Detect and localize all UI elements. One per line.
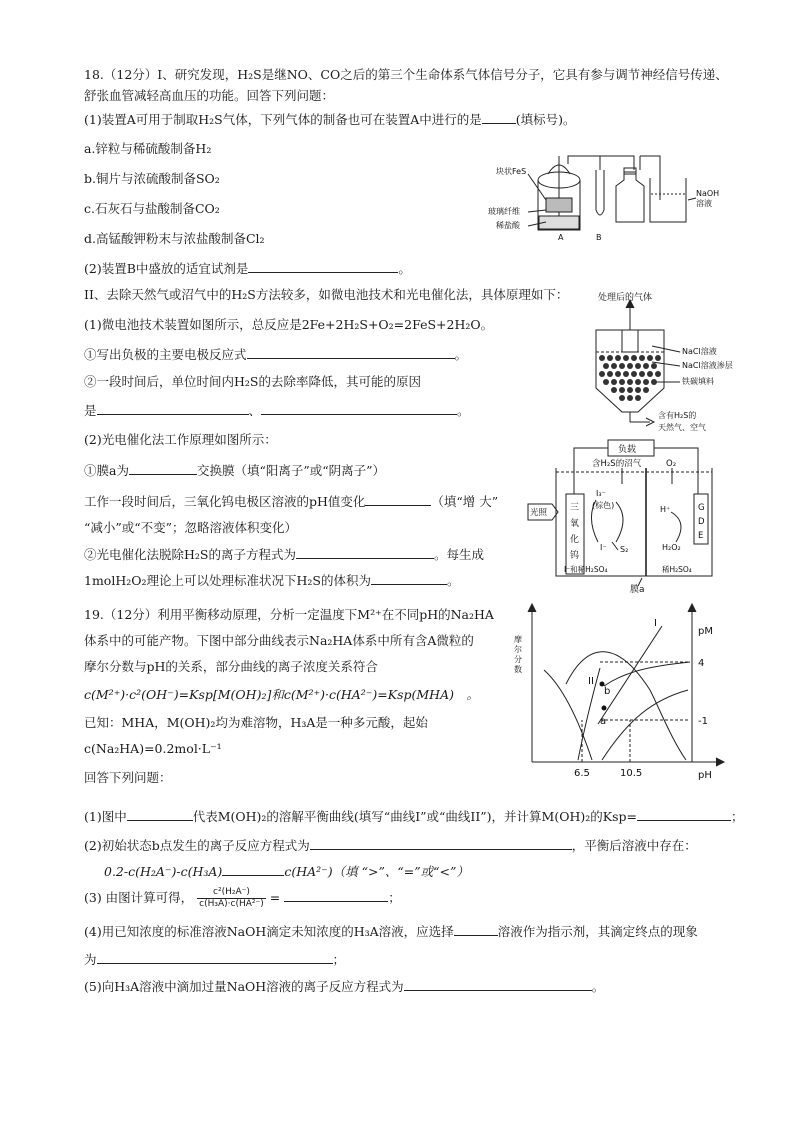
x-axis-arrow — [716, 758, 724, 766]
label-i-minus: I⁻ — [600, 543, 607, 552]
q19-s2d: c(HA²⁻)（填 “>”、“=”或“<”） — [284, 864, 469, 879]
q19-s4c: 为 — [84, 952, 97, 967]
micro-iron-carbon-filler — [599, 355, 661, 401]
q18-p2-answer-blank[interactable] — [248, 259, 398, 273]
q19-s4b: 溶液作为指示剂，其滴定终点的现象 — [497, 924, 698, 939]
q18-m1-q2-is: 是 — [84, 403, 97, 418]
q19-b-point-equation-blank[interactable] — [310, 836, 572, 850]
q18-m2-q1d: （填“增 大” — [431, 494, 499, 509]
apparatus-gas-bottle — [616, 172, 644, 222]
q19-sub2 — [84, 836, 697, 855]
q19-intro-line3: 摩尔分数与pH的关系，部分曲线的离子浓度关系符合 — [84, 659, 378, 674]
x-tick-10-5: 10.5 — [620, 768, 643, 779]
q18-m1-q2-blank-2[interactable] — [261, 401, 457, 415]
q19-s4a: (4)用已知浓度的标准溶液NaOH滴定未知浓度的H₃A溶液，应选择 — [84, 924, 454, 939]
q18-p1-answer-blank[interactable] — [482, 110, 516, 124]
q18-part2-question — [84, 259, 411, 278]
q19-s3a: (3) 由图计算可得， — [84, 890, 194, 905]
species-curve-middle — [566, 652, 686, 760]
label-o2: O₂ — [666, 459, 677, 469]
q18-m1-q1-text: ①写出负极的主要电极反应式 — [84, 347, 247, 362]
label-i3: I₃⁻ — [596, 489, 606, 498]
q19-s2b: ，平衡后溶液中存在： — [571, 838, 697, 853]
label-naoh: NaOH — [696, 189, 720, 198]
q19-ksp-relation: c(M²⁺)·c²(OH⁻)=Ksp[M(OH)₂]和c(M²⁺)·c(HA²⁻)=Ksp(MHA) 。 — [84, 687, 479, 702]
q18-photo-intro: (2)光电催化法工作原理如图所示： — [84, 432, 277, 447]
right-axis-arrow — [688, 604, 696, 612]
q19-ratio-blank[interactable] — [284, 888, 388, 902]
q18-h2s-volume-blank[interactable] — [371, 571, 447, 585]
q19-s5b: 。 — [591, 979, 605, 994]
q18-m2-q1b: 交换膜（填“阳离子”或“阴离子”） — [196, 463, 386, 478]
left-axis-arrow — [528, 604, 536, 612]
q18-m2-q2b: 。每生成 — [433, 547, 484, 562]
label-h-plus: H⁺ — [660, 505, 671, 514]
electrolytic-cell — [556, 468, 712, 576]
apparatus-naoh-beaker — [650, 178, 686, 222]
q18-m2-q1c: 工作一段时间后，三氧化钨电极区溶液的pH值变化 — [84, 494, 366, 509]
q18-partII-intro: II、去除天然气或沼气中的H₂S方法较多，如微电池技术和光电催化法，具体原理如下： — [84, 287, 569, 302]
point-label-a: a — [600, 716, 607, 727]
q18-micro-battery-intro: (1)微电池技术装置如图所示，总反应是2Fe+2H₂S+O₂=2FeS+2H₂O。 — [84, 317, 494, 332]
q19-excess-naoh-blank[interactable] — [404, 977, 592, 991]
label-gde-d: D — [698, 517, 705, 527]
q19-ratio-fraction — [197, 887, 266, 910]
apparatus-b-tube — [596, 170, 604, 215]
q18-m1-q1-blank[interactable] — [247, 345, 455, 359]
q18-m2-q1-line1 — [84, 461, 385, 480]
label-b: B — [596, 233, 602, 242]
label-gde-e: E — [698, 531, 704, 541]
q19-sub3 — [84, 885, 401, 911]
q18-m2-q2c: 1molH₂O₂理论上可以处理标准状况下H₂S的体积为 — [84, 573, 371, 588]
left-axis-label-4: 数 — [514, 665, 522, 674]
q19-initial-concentration: c(Na₂HA)=0.2mol·L⁻¹ — [84, 741, 222, 756]
q19-indicator-blank[interactable] — [454, 922, 498, 936]
q19-curve-blank[interactable] — [127, 807, 193, 821]
label-fes: 块状FeS — [496, 167, 527, 176]
label-dilute-hcl: 稀盐酸 — [496, 221, 520, 230]
q19-s2c: 0.2-c(H₂A⁻)-c(H₃A) — [104, 864, 223, 879]
q18-ion-equation-blank[interactable] — [296, 545, 434, 559]
label-wo3-1: 三 — [570, 503, 580, 513]
label-gas-in-1: 含有H₂S的 — [658, 411, 697, 420]
q18-m1-q2: ②一段时间后，单位时间内H₂S的去除率降低，其可能的原因 — [84, 374, 421, 389]
right-axis-label: pM — [698, 626, 713, 637]
q18-intro-line1: 18.（12分）Ⅰ、研究发现，H₂S是继NO、CO之后的第三个生命体系气体信号分子，它具有参与调节神经信号传递、 — [84, 67, 728, 82]
left-axis-label-2: 尔 — [514, 645, 522, 654]
q19-sub5 — [84, 977, 604, 996]
q18-m1-q2-separator: 、 — [248, 403, 262, 418]
x-tick-6-5: 6.5 — [574, 768, 590, 779]
curve-label-II: II — [588, 676, 594, 687]
label-light: 光照 — [530, 508, 548, 518]
label-fe-c-filler: 铁碳填料 — [682, 377, 714, 386]
label-gde-g: G — [698, 503, 705, 513]
q19-ratio-numerator: c²(H₂A⁻) — [197, 887, 266, 899]
label-gas-in-2: 天然气、空气 — [658, 423, 706, 432]
q19-ksp-blank[interactable] — [637, 807, 731, 821]
apparatus-a-fes — [546, 198, 572, 212]
q19-s3c: ； — [388, 890, 401, 905]
q19-s5a: (5)向H₃A溶液中滴加过量NaOH溶液的离子反应方程式为 — [84, 979, 404, 994]
q18-option-b: b.铜片与浓硫酸制备SO₂ — [84, 171, 220, 186]
q19-chart — [500, 600, 734, 782]
micro-battery-figure — [588, 292, 746, 434]
q19-compare-blank[interactable] — [222, 862, 284, 876]
left-axis-label-3: 分 — [514, 655, 522, 664]
label-membrane-a: 膜a — [630, 585, 645, 594]
q18-p2-prefix: (2)装置B中盛放的适宜试剂是 — [84, 261, 249, 276]
label-nacl-solution: NaCl溶液 — [682, 347, 717, 356]
q19-answer-prompt: 回答下列问题： — [84, 770, 172, 785]
left-axis-label-1: 摩 — [514, 635, 522, 644]
q19-intro-line1: 19.（12分）利用平衡移动原理，分析一定温度下M²⁺在不同pH的Na₂HA — [84, 607, 494, 622]
label-wo3-3: 化 — [570, 535, 580, 545]
q18-p2-suffix: 。 — [398, 261, 411, 276]
q19-intro-line2: 体系中的可能产物。下图中部分曲线表示Na₂HA体系中所有含A微粒的 — [84, 633, 474, 648]
label-right-solution: 稀H₂SO₄ — [662, 565, 692, 574]
curve-I — [598, 626, 662, 724]
q19-s3b: = — [269, 890, 281, 905]
label-nacl-layer: NaCl溶液渗层 — [682, 361, 733, 370]
q19-endpoint-blank[interactable] — [97, 950, 333, 964]
q19-s2a: (2)初始状态b点发生的离子反应方程式为 — [84, 838, 310, 853]
q18-p1-suffix: (填标号)。 — [515, 112, 576, 127]
label-gas-out: 处理后的气体 — [598, 293, 653, 303]
q19-sub1 — [84, 807, 744, 826]
label-brown: (棕色) — [592, 501, 615, 510]
point-label-b: b — [604, 686, 611, 697]
q18-intro-line2: 舒张血管减轻高血压的功能。回答下列问题： — [84, 88, 335, 103]
q18-m2-q2a: ②光电催化法脱除H₂S的离子方程式为 — [84, 547, 296, 562]
q18-option-c: c.石灰石与盐酸制备CO₂ — [84, 201, 220, 216]
species-curve-right — [602, 690, 688, 760]
q18-m2-q2d: 。 — [446, 573, 460, 588]
q19-s1c: ； — [731, 809, 744, 824]
label-a: A — [558, 233, 564, 242]
q19-ratio-denominator: c(H₃A)·c(HA²⁻) — [199, 899, 264, 909]
curve-II — [604, 662, 690, 686]
label-left-solution: I⁻和稀H₂SO₄ — [564, 565, 608, 574]
label-wo3-2: 氧 — [570, 519, 580, 529]
q18-m1-q2-answer-line: 是 、 。 — [84, 403, 470, 418]
q19-sub4-endpoint — [84, 950, 345, 969]
q18-p1-prefix: (1)装置A可用于制取H₂S气体，下列气体的制备也可在装置A中进行的是 — [84, 112, 482, 127]
q18-ph-change-blank[interactable] — [365, 492, 431, 506]
label-glass-fiber: 玻璃纤维 — [488, 207, 520, 216]
q18-m2-q1-line2 — [84, 492, 498, 511]
right-tick-4: 4 — [698, 658, 705, 669]
q18-option-d: d.高锰酸钾粉末与浓盐酸制备Cl₂ — [84, 231, 265, 246]
curve-label-I: I — [654, 618, 657, 629]
q19-sub2-compare — [104, 862, 469, 881]
q19-s1b: 代表M(OH)₂的溶解平衡曲线(填写“曲线I”或“曲线II”)，并计算M(OH)₂的Ksp= — [192, 809, 638, 824]
q18-m2-q2-line1 — [84, 545, 484, 564]
point-a — [602, 706, 607, 711]
q18-m2-q2-line2 — [84, 571, 460, 590]
species-curve-falling-left — [544, 670, 592, 760]
q18-m2-q1a: ①膜a为 — [84, 463, 129, 478]
apparatus-figure — [488, 150, 724, 242]
q19-known-info: 已知：MHA，M(OH)₂均为难溶物，H₃A是一种多元酸，起始 — [84, 715, 428, 730]
q18-membrane-type-blank[interactable] — [129, 461, 197, 475]
q18-option-a: a.锌粒与稀硫酸制备H₂ — [84, 141, 212, 156]
q19-s4d: ； — [332, 952, 346, 967]
label-wo3-4: 钨 — [570, 551, 580, 561]
q19-s1a: (1)图中 — [84, 809, 127, 824]
micro-gas-outlet — [622, 330, 638, 352]
label-load: 负载 — [618, 445, 637, 455]
label-solution: 溶液 — [696, 199, 712, 208]
x-axis-label: pH — [698, 770, 712, 781]
label-biogas: 含H₂S的沼气 — [592, 459, 642, 469]
q18-m1-q2-blank-1[interactable] — [97, 401, 249, 415]
label-h2o2: H₂O₂ — [662, 543, 681, 552]
label-s2: S₂ — [620, 545, 629, 554]
q19-sub4 — [84, 922, 698, 941]
q18-part1-question — [84, 110, 576, 129]
photo-catalysis-figure — [526, 438, 736, 594]
right-tick-minus1: -1 — [698, 716, 708, 727]
q18-m2-q1-line3: “减小”或“不变”；忽略溶液体积变化） — [84, 520, 298, 535]
q18-m1-q1: ①写出负极的主要电极反应式 。 — [84, 347, 468, 362]
